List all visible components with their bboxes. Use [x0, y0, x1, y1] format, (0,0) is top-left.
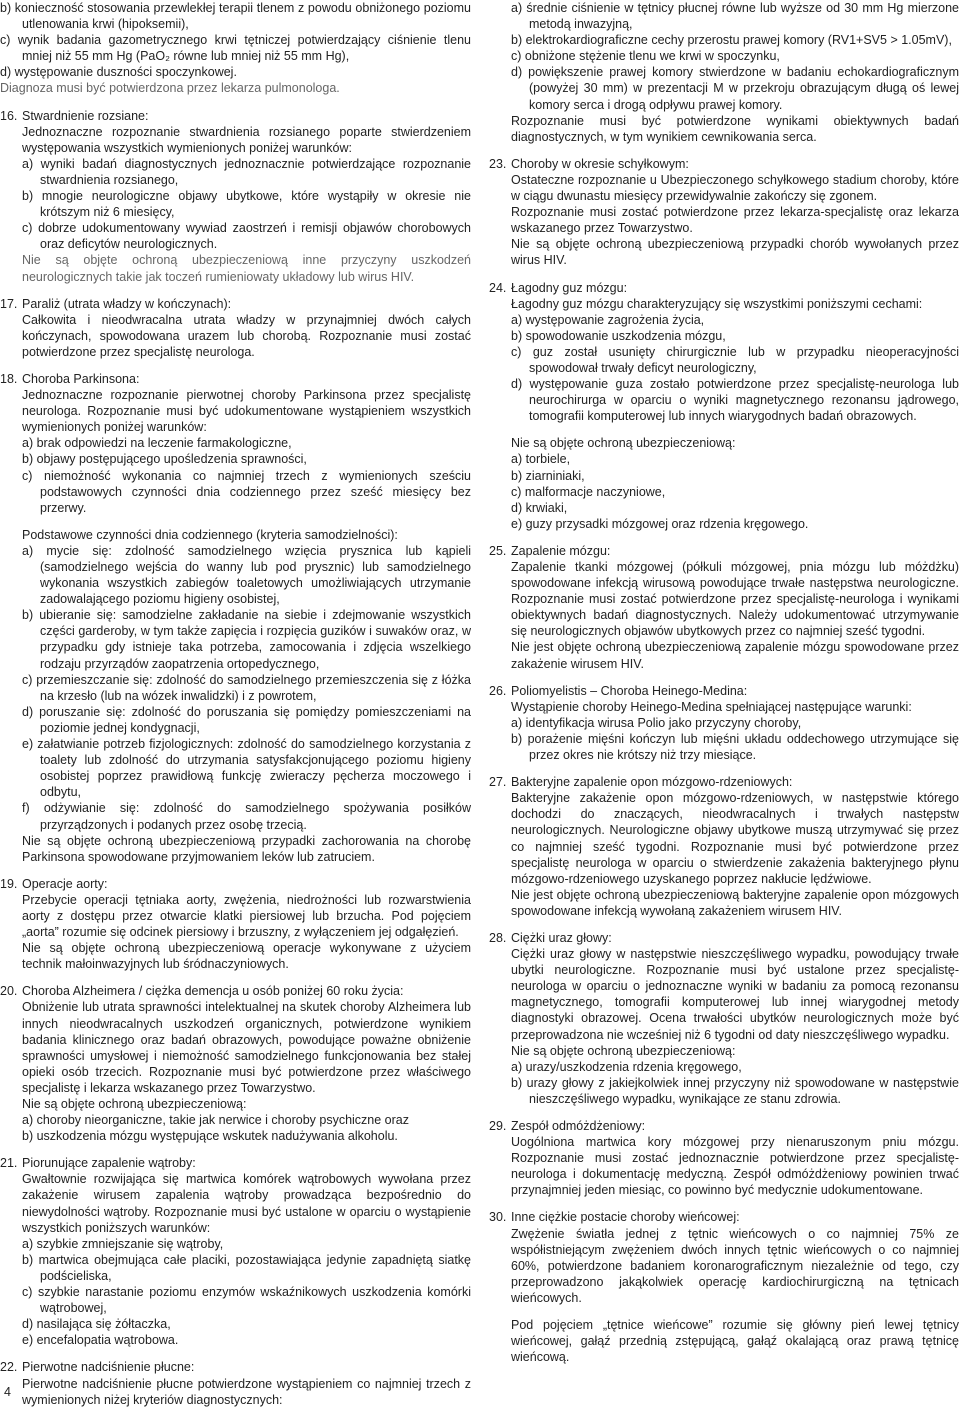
section-number: 16. — [0, 108, 18, 123]
list-item: d) nasilająca się żółtaczka, — [22, 1317, 171, 1332]
list-item: a) torbiele, — [511, 452, 571, 467]
list-item: b) objawy postępującego upośledzenia sprawności, — [22, 452, 307, 467]
section-16 — [0, 108, 471, 285]
list-item: c) wynik badania gazometrycznego krwi tętniczej potwierdzający ciśnienie tlenu mniej niż 55 mm Hg (PaO₂ równe lub mniej niż 55 mm Hg), — [0, 33, 471, 64]
paragraph: Nie są objęte ochroną ubezpieczeniową inne przyczyny uszkodzeń neurologicznych takie jak toczeń rumieniowaty układowy lub wirus HIV. — [22, 253, 471, 284]
section-24 — [489, 280, 959, 532]
paragraph: Jednoznaczne rozpoznanie pierwotnej choroby Parkinsona przez specjalistę neurologa. Rozpoznanie musi być udokumentowane wystąpieniem wszystkich wymienionych poniżej warunków: — [22, 388, 471, 435]
list-item: a) brak odpowiedzi na leczenie farmakologiczne, — [22, 436, 292, 451]
list-item: e) guzy przysadki mózgowej oraz rdzenia kręgowego. — [511, 516, 809, 531]
list-item: a) występowanie zagrożenia życia, — [511, 312, 705, 327]
paragraph: Całkowita i nieodwracalna utrata władzy w przynajmniej dwóch całych kończynach, spowodowana urazem lub chorobą. Rozpoznanie musi zostać potwierdzone przez specjalistę neurologa. — [22, 312, 471, 359]
list-item: a) wyniki badań diagnostycznych jednoznacznie potwierdzające rozpoznanie stwardnienia rozsianego, — [22, 156, 471, 187]
list-item: b) elektrokardiograficzne cechy przerostu prawej komory (RV1+SV5 > 1.05mV), — [511, 33, 952, 48]
list-item: e) załatwianie potrzeb fizjologicznych: zdolność do samodzielnego korzystania z toalety lub zdolność do utrzymania satysfakcjonującego poziomu higieny osobistej poprzez prawidłową funkcję zwieraczy pęcherza moczowego i odbytu, — [22, 737, 471, 800]
section-22-continued — [489, 0, 959, 145]
section-number: 17. — [0, 296, 18, 311]
section-title: Paraliż (utrata władzy w kończynach): — [22, 296, 232, 311]
section-title: Stwardnienie rozsiane: — [22, 108, 149, 123]
list-item: d) występowanie guza zostało potwierdzone przez specjalistę-neurologa lub neurochirurga w oparciu o wyniki magnetycznego rezonansu jądrowego, tomografii komputerowej lub innych wiarygodnych badań obrazowych. — [511, 377, 959, 424]
section-number: 20. — [0, 984, 18, 999]
section-title: Choroba Alzheimera / ciężka demencja u osób poniżej 60 roku życia: — [22, 984, 404, 999]
subheading: Podstawowe czynności dnia codziennego (kryteria samodzielności): — [22, 527, 398, 542]
section-27 — [489, 774, 959, 919]
list-item: c) szybkie narastanie poziomu enzymów wskaźnikowych uszkodzenia komórki wątrobowej, — [22, 1285, 471, 1316]
paragraph: Gwałtownie rozwijająca się martwica komórek wątrobowych wywołana przez zakażenie wirusem zapalenia wątroby prowadząca bezpośrednio do niewydolności wątroby. Rozpoznanie musi być ustalone w oparciu o wystąpienie wszystkich poniższych warunków: — [22, 1172, 471, 1235]
section-number: 26. — [489, 683, 507, 698]
list-item: d) krwiaki, — [511, 500, 568, 515]
paragraph: Obniżenie lub utrata sprawności intelektualnej na skutek choroby Alzheimera lub innych nieodwracalnych uszkodzeń organicznych, potwierdzone wynikiem badania klinicznego oraz badań obrazowych, powodujące poważne obniżenie sprawności umysłowej i niemożność samodzielnego funkcjonowania bez stałej opieki osób trzecich. Rozpoznanie musi być potwierdzone przez właściwego specjalistę i lekarza wskazanego przez Towarzystwo. — [22, 1000, 471, 1095]
list-item: c) niemożność wykonania co najmniej trzech z wymienionych sześciu podstawowych czynności dnia codziennego przez sześć miesięcy bez przerwy. — [22, 468, 471, 515]
list-item: d) powiększenie prawej komory stwierdzone w badaniu echokardiograficznym (powyżej 30 mm) w prezentacji M w przekroju obrazującym długą oś lewej komory serca i drogą odpływu prawej komory. — [511, 65, 959, 112]
page-number: 4 — [4, 1385, 11, 1399]
section-29 — [489, 1118, 959, 1198]
paragraph: Wystąpienie choroby Heinego-Medina spełniającej następujące warunki: — [511, 699, 912, 714]
section-title: Piorunujące zapalenie wątroby: — [22, 1156, 196, 1171]
list-item: a) choroby nieorganiczne, takie jak nerwice i choroby psychiczne oraz — [22, 1113, 409, 1128]
list-item: c) guz został usunięty chirurgicznie lub w przypadku nieoperacyjności spowodował trwały deficyt neurologiczny, — [511, 344, 959, 375]
section-18 — [0, 371, 471, 865]
paragraph: Rozpoznanie musi zostać potwierdzone przez lekarza-specjalistę oraz lekarza wskazanego przez Towarzystwo. — [511, 205, 959, 236]
section-22 — [0, 1359, 471, 1407]
list-item: d) występowanie duszności spoczynkowej. — [0, 65, 237, 80]
list-item: c) malformacje naczyniowe, — [511, 484, 666, 499]
right-column — [489, 0, 959, 1365]
section-30 — [489, 1209, 959, 1365]
paragraph: Zapalenie tkanki mózgowej (półkuli mózgowej, pnia mózgu lub móżdżku) spowodowane infekcją wirusową powodujące trwałe następstwa neurologiczne. Rozpoznanie musi zostać potwierdzone przez specjalistę-neurologa i wynikami obiektywnych badań diagnostycznych. Należy udokumentować utrzymywanie się neurologicznych objawów ubytkowych przez co najmniej sześć tygodni. — [511, 560, 959, 639]
list-item: c) dobrze udokumentowany wywiad zaostrzeń i remisji objawów chorobowych oraz deficytów neurologicznych. — [22, 221, 471, 252]
paragraph: Diagnoza musi być potwierdzona przez lekarza pulmonologa. — [0, 81, 340, 96]
paragraph: Nie są objęte ochroną ubezpieczeniową: — [511, 436, 736, 451]
section-number: 23. — [489, 156, 507, 171]
paragraph: Pod pojęciem „tętnice wieńcowe” rozumie się główny pień lewej tętnicy wieńcowej, gałąź przednią zstępującą, gałąź okalającą oraz prawą tętnicę wieńcową. — [511, 1318, 959, 1365]
paragraph: Nie są objęte ochroną ubezpieczeniową przypadki zachorowania na chorobę Parkinsona spowodowane przyjmowaniem leków lub zatruciem. — [22, 833, 471, 864]
section-number: 28. — [489, 930, 507, 945]
paragraph: Ostateczne rozpoznanie u Ubezpieczonego schyłkowego stadium choroby, które w ciągu dwunastu miesięcy przewidywalnie zakończy się zgonem. — [511, 172, 959, 204]
list-item: c) obniżone stężenie tlenu we krwi w spoczynku, — [511, 49, 780, 64]
section-title: Pierwotne nadciśnienie płucne: — [22, 1360, 195, 1375]
section-title: Choroba Parkinsona: — [22, 371, 140, 386]
section-title: Choroby w okresie schyłkowym: — [511, 156, 689, 171]
section-title: Operacje aorty: — [22, 876, 108, 891]
list-item: b) uszkodzenia mózgu występujące wskutek nadużywania alkoholu. — [22, 1129, 398, 1144]
paragraph: Ciężki uraz głowy w następstwie nieszczęśliwego wypadku, powodujący trwałe ubytki neurologiczne. Rozpoznanie musi być ustalone przez specjalistę-neurologa w oparciu o jednoznaczne wyniki w badaniu za pomocą rezonansu magnetycznego, tomografii komputerowej lub innej wiarygodnej metody diagnostyki obrazowej. Ocena trwałości ubytków neurologicznych może być przeprowadzona nie wcześniej niż 6 tygodni od daty nieszczęśliwego wypadku. — [511, 947, 959, 1042]
left-column — [0, 0, 471, 1408]
section-title: Zapalenie mózgu: — [511, 543, 611, 558]
list-item: a) identyfikacja wirusa Polio jako przyczyny choroby, — [511, 715, 802, 730]
section-number: 18. — [0, 371, 18, 386]
section-number: 30. — [489, 1210, 507, 1225]
paragraph: Uogólniona martwica kory mózgowej przy nienaruszonym pniu mózgu. Rozpoznanie musi zostać jednoznacznie potwierdzone przez specjalistę-neurologa i dokumentację medyczną. Zespół odmóżdżeniowy powinien trwać przynajmniej jeden miesiąc, co powinno być medycznie udokumentowane. — [511, 1135, 959, 1198]
section-number: 19. — [0, 876, 18, 891]
section-20 — [0, 983, 471, 1144]
section-26 — [489, 683, 959, 763]
list-item: c) przemieszczanie się: zdolność do samodzielnego przemieszczenia się z łóżka na krzesło (lub na wózek inwalidzki) i z powrotem, — [22, 672, 471, 703]
paragraph: Rozpoznanie musi być potwierdzone wynikami obiektywnych badań diagnostycznych, w tym wynikiem cewnikowania serca. — [511, 113, 959, 144]
paragraph: Zwężenie światła jednej z tętnic wieńcowych o co najmniej 75% ze współistniejącym zwężeniem dwóch innych tętnic wieńcowych o co najmniej 60%, potwierdzone badaniem koronarograficznym niezależnie od tego, czy przeprowadzono jakąkolwiek operację kardiochirurgiczną na tętnicach wieńcowych. — [511, 1226, 959, 1305]
list-item: b) porażenie mięśni kończyn lub mięśni układu oddechowego utrzymujące się przez okres nie krótszy niż trzy miesiące. — [511, 731, 959, 763]
section-19 — [0, 876, 471, 973]
list-item: b) spowodowanie uszkodzenia mózgu, — [511, 328, 726, 343]
section-21 — [0, 1155, 471, 1348]
list-item: a) mycie się: zdolność samodzielnego wzięcia prysznica lub kąpieli (samodzielnego wejścia do wanny lub pod prysznic) lub samodzielnego wykonania wszystkich zabiegów toaletowych umożliwiających utrzymanie zadowalającego poziomu higieny osobistej, — [22, 543, 471, 607]
section-number: 27. — [489, 775, 507, 790]
paragraph: Nie są objęte ochroną ubezpieczeniową przypadki chorób wywołanych przez wirus HIV. — [511, 237, 959, 268]
list-item: b) martwica obejmująca całe placiki, pozostawiająca jedynie zapadniętą siatkę podścieliska, — [22, 1252, 471, 1283]
list-item: e) encefalopatia wątrobowa. — [22, 1333, 179, 1348]
section-17 — [0, 296, 471, 360]
list-item: a) urazy/uszkodzenia rdzenia kręgowego, — [511, 1059, 742, 1074]
list-item: b) ziarniniaki, — [511, 468, 585, 483]
section-number: 24. — [489, 280, 507, 295]
section-28 — [489, 930, 959, 1107]
list-item: d) poruszanie się: zdolność do poruszania się pomiędzy pomieszczeniami na poziomie jednej kondygnacji, — [22, 704, 471, 735]
section-number: 25. — [489, 543, 507, 558]
list-item: b) mnogie neurologiczne objawy ubytkowe, które wystąpiły w okresie nie krótszym niż 6 miesięcy, — [22, 189, 471, 220]
list-item: a) szybkie zmniejszanie się wątroby, — [22, 1236, 224, 1251]
section-title: Inne ciężkie postacie choroby wieńcowej: — [511, 1210, 740, 1225]
paragraph: Bakteryjne zakażenie opon mózgowo-rdzeniowych, w następstwie którego dochodzi do znaczących, nieodwracalnych i trwałych następstw neurologicznych. Neurologiczne objawy ubytkowe muszą utrzymywać się przez co najmniej sześć tygodni. Rozpoznanie musi być potwierdzone przez specjalistę neurologa w oparciu o stwierdzenie zakażenia bakteryjnego płynu mózgowo-rdzeniowego uzyskanego poprzez nakłucie lędźwiowe. — [511, 791, 959, 886]
paragraph: Nie są objęte ochroną ubezpieczeniową: — [22, 1097, 247, 1111]
section-title: Bakteryjne zapalenie opon mózgowo-rdzeniowych: — [511, 775, 793, 790]
paragraph: Nie są objęte ochroną ubezpieczeniową: — [511, 1043, 736, 1058]
section-title: Zespół odmóżdżeniowy: — [511, 1119, 646, 1133]
paragraph: Łagodny guz mózgu charakteryzujący się wszystkimi poniższymi cechami: — [511, 296, 923, 311]
list-item: b) konieczność stosowania przewlekłej terapii tlenem z powodu obniżonego poziomu utlenowania krwi (hipoksemii), — [0, 1, 471, 32]
list-item: b) ubieranie się: samodzielne zakładanie na siebie i zdejmowanie wszystkich części garderoby, w tym także zapięcia i rozpięcia guzików i suwaków oraz, w przypadku gdy istnieje taka potrzeba, zamocowania i zdjęcia wszelkiego rodzaju przyrządów zaopatrzenia ortopedycznego, — [22, 608, 471, 671]
paragraph: Nie jest objęte ochroną ubezpieczeniową bakteryjne zapalenie opon mózgowych spowodowane infekcją wywołaną zakażeniem wirusem HIV. — [511, 887, 959, 918]
section-title: Łagodny guz mózgu: — [511, 280, 628, 295]
section-23 — [489, 156, 959, 269]
list-item: f) odżywianie się: zdolność do samodzielnego spożywania posiłków przyrządzonych i podanych przez osobę trzecią. — [22, 801, 471, 832]
paragraph: Przebycie operacji tętniaka aorty, zwężenia, niedrożności lub rozwarstwienia aorty z dostępu przez otwarcie klatki piersiowej lub brzucha. Pod pojęciem „aorta” rozumie się odcinek piersiowy i brzuszny, z wyłączeniem jej odgałęzień. — [22, 892, 471, 940]
list-item: b) urazy głowy z jakiejkolwiek innej przyczyny niż spowodowane w następstwie nieszczęśliwego wypadku, wynikające ze stanu zdrowia. — [511, 1075, 959, 1106]
paragraph: Jednoznaczne rozpoznanie stwardnienia rozsianego poparte stwierdzeniem występowania wszystkich wymienionych poniżej warunków: — [22, 124, 471, 155]
section-number: 21. — [0, 1156, 18, 1171]
section-25 — [489, 543, 959, 672]
paragraph: Pierwotne nadciśnienie płucne potwierdzone wystąpieniem co najmniej trzech z wymienionych niżej kryteriów diagnostycznych: — [22, 1376, 471, 1407]
section-title: Poliomyelistis – Choroba Heinego-Medina: — [511, 683, 748, 698]
paragraph: Nie są objęte ochroną ubezpieczeniową operacje wykonywane z użyciem technik małoinwazyjnych lub śródnaczyniowych. — [22, 941, 471, 972]
section-title: Ciężki uraz głowy: — [511, 930, 612, 945]
paragraph: Nie jest objęte ochroną ubezpieczeniową zapalenie mózgu spowodowane przez zakażenie wirusem HIV. — [511, 640, 959, 671]
section-number: 29. — [489, 1119, 507, 1133]
list-item: a) średnie ciśnienie w tętnicy płucnej równe lub wyższe od 30 mm Hg mierzone metodą inwazyjną, — [511, 1, 959, 32]
section-number: 22. — [0, 1360, 18, 1375]
